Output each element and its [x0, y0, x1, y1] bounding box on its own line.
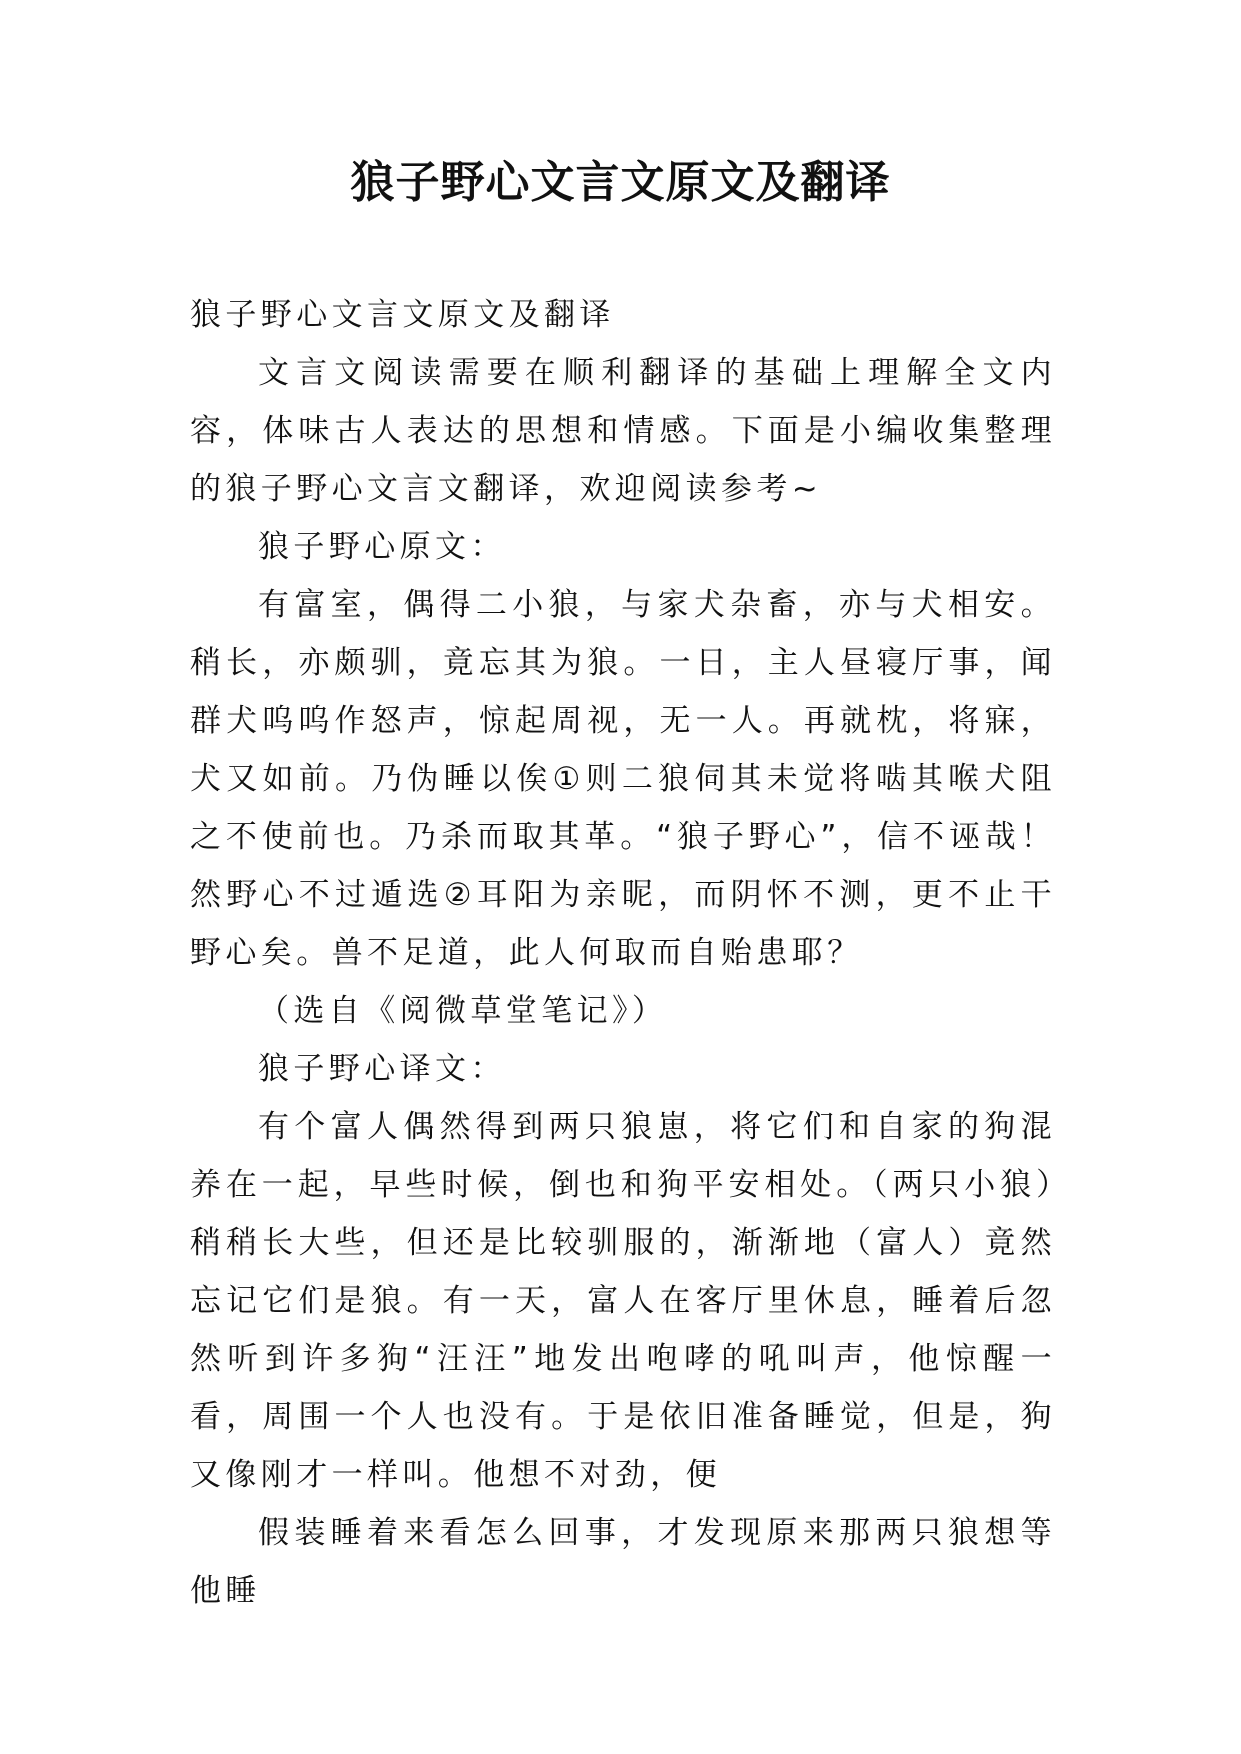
paragraph-original-text: 有富室，偶得二小狼，与家犬杂畜，亦与犬相安。稍长，亦颇驯，竟忘其为狼。一日，主人昼寝厅事，闻群犬呜呜作怒声，惊起周视，无一人。再就枕，将寐，犬又如前。乃伪睡以俟①则二狼伺其未觉将啮其喉犬阻之不使前也。乃杀而取其革。“狼子野心”，信不诬哉！然野心不过遁选②耳阳为亲昵，而阴怀不测，更不止干野心矣。兽不足道，此人何取而自贻患耶？: [190, 587, 1056, 971]
paragraph-original-label: 狼子野心原文：: [258, 529, 506, 565]
paragraph-heading: 狼子野心文言文原文及翻译: [190, 297, 615, 333]
paragraph-translation-continued: 假装睡着来看怎么回事，才发现原来那两只狼想等他睡: [190, 1515, 1056, 1609]
document-body: [190, 286, 1056, 1620]
paragraph-source: （选自《阅微草堂笔记》）: [258, 993, 668, 1029]
document-title: 狼子野心文言文原文及翻译: [350, 157, 891, 208]
paragraph-translation-label: 狼子野心译文：: [258, 1051, 506, 1087]
paragraph-translation-text: 有个富人偶然得到两只狼崽，将它们和自家的狗混养在一起，早些时候，倒也和狗平安相处。（两只小狼）稍稍长大些，但还是比较驯服的，渐渐地（富人）竟然忘记它们是狼。有一天，富人在客厅里休息，睡着后忽然听到许多狗“汪汪”地发出咆哮的吼叫声，他惊醒一看，周围一个人也没有。于是依旧准备睡觉，但是，狗又像刚才一样叫。他想不对劲，便: [190, 1109, 1056, 1493]
paragraph-intro: 文言文阅读需要在顺利翻译的基础上理解全文内容，体味古人表达的思想和情感。下面是小编收集整理的狼子野心文言文翻译，欢迎阅读参考~: [190, 355, 1056, 507]
